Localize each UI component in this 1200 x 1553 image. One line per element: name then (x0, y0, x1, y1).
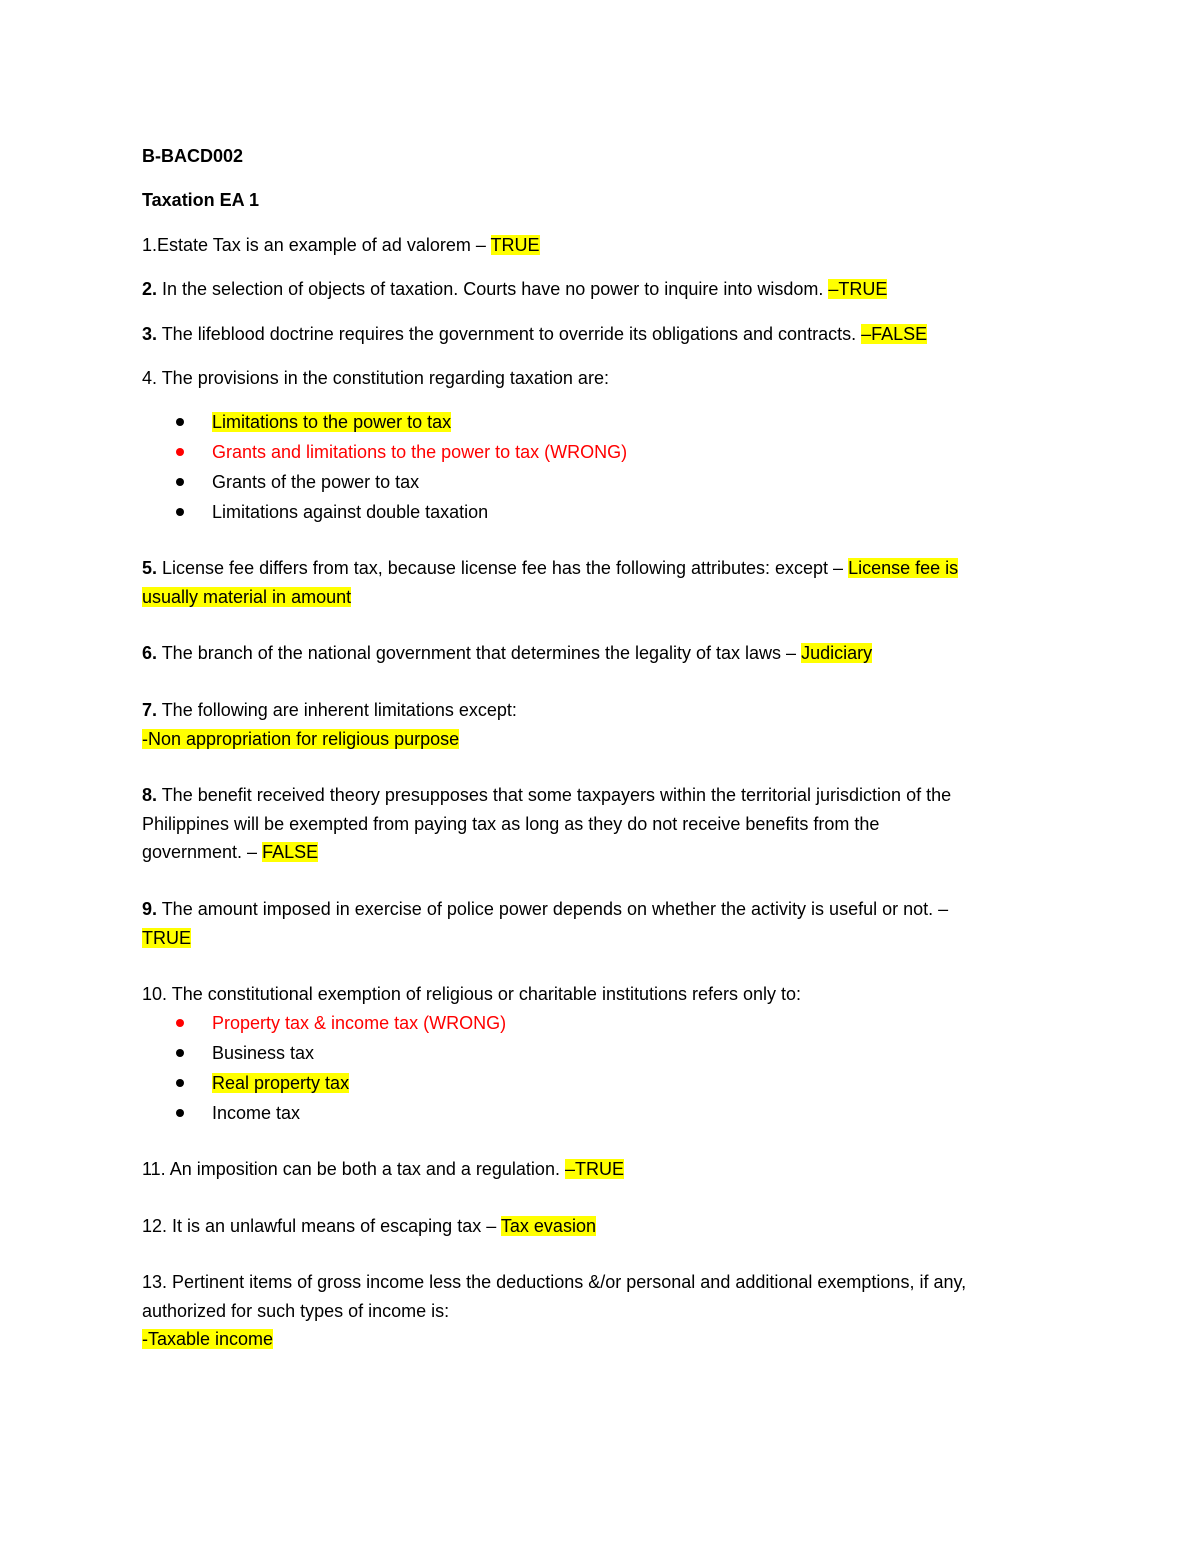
question-number: 13. (142, 1272, 168, 1292)
question-6 (142, 639, 872, 668)
question-2 (142, 275, 887, 304)
list-item: Limitations to the power to tax (142, 407, 1042, 437)
list-item: Grants of the power to tax (142, 467, 1042, 497)
question-text: It is an unlawful means of escaping tax – (167, 1216, 501, 1236)
answer-highlight: TRUE (142, 927, 191, 948)
question-number: 2. (142, 279, 158, 299)
question-number: 6. (142, 643, 158, 663)
question-text: The branch of the national government that determines the legality of tax laws – (157, 643, 802, 663)
question-number: 10. (142, 984, 168, 1004)
question-11 (142, 1155, 624, 1184)
question-9 (142, 895, 948, 952)
question-5 (142, 554, 1072, 611)
list-item: Real property tax (142, 1068, 1042, 1098)
list-item: Business tax (142, 1038, 1042, 1068)
question-4 (142, 364, 609, 393)
question-text: The lifeblood doctrine requires the government to override its obligations and contracts. (157, 324, 862, 344)
question-text: License fee differs from tax, because license fee has the following attributes: except – (157, 558, 849, 578)
answer-highlight: Judiciary (801, 643, 873, 663)
question-number: 4. (142, 368, 158, 388)
list-item: Limitations against double taxation (142, 497, 1042, 527)
question-12 (142, 1212, 596, 1241)
question-text: The provisions in the constitution regarding taxation are: (157, 368, 609, 388)
list-item: Income tax (142, 1098, 1042, 1128)
question-text: In the selection of objects of taxation. Courts have no power to inquire into wisdom. (157, 279, 829, 299)
question-text: Pertinent items of gross income less the deductions &/or personal and additional exemptions, if any, (167, 1272, 967, 1292)
question-text: The constitutional exemption of religious or charitable institutions refers only to: (167, 984, 802, 1004)
question-8: 8. The benefit received theory presupposes that some taxpayers within the territorial jurisdiction of the Philippines will be exempted from paying tax as long as they do not receive benefits from the government. – FALSE (142, 785, 952, 862)
question-10-options (142, 1008, 1042, 1128)
question-text: An imposition can be both a tax and a regulation. (165, 1159, 565, 1179)
answer-highlight: -Non appropriation for religious purpose (142, 728, 460, 749)
answer-highlight: –FALSE (861, 324, 928, 344)
question-3 (142, 320, 927, 349)
question-4-options (142, 407, 1042, 527)
question-text: Estate Tax is an example of ad valorem – (157, 235, 491, 255)
question-text: The amount imposed in exercise of police power depends on whether the activity is useful or not. – (157, 899, 949, 919)
question-10 (142, 980, 801, 1009)
answer-highlight: usually material in amount (142, 586, 352, 607)
answer-highlight: FALSE (262, 842, 319, 862)
question-number: 1. (142, 235, 158, 255)
answer-highlight: Tax evasion (500, 1216, 596, 1236)
question-number: 8. (142, 785, 158, 805)
question-text: The following are inherent limitations except: (157, 700, 517, 720)
question-1 (142, 231, 540, 260)
question-number: 5. (142, 558, 158, 578)
answer-highlight: -Taxable income (142, 1329, 274, 1349)
question-number: 12. (142, 1216, 168, 1236)
list-item: Grants and limitations to the power to tax (WRONG) (142, 437, 1042, 467)
answer-highlight: –TRUE (564, 1159, 624, 1179)
answer-highlight: License fee is (848, 558, 959, 578)
list-item: Property tax & income tax (WRONG) (142, 1008, 1042, 1038)
question-number: 3. (142, 324, 158, 344)
answer-highlight: TRUE (490, 235, 540, 255)
document-title: Taxation EA 1 (142, 190, 260, 210)
course-code: B-BACD002 (142, 146, 244, 166)
answer-highlight: –TRUE (828, 279, 888, 299)
question-number: 7. (142, 700, 158, 720)
question-text: The benefit received theory presupposes that some taxpayers within the territorial jurisdiction of the (157, 785, 952, 805)
question-number: 11. (142, 1159, 166, 1179)
question-7 (142, 696, 517, 753)
question-number: 9. (142, 899, 158, 919)
question-13: 13. Pertinent items of gross income less the deductions &/or personal and additional exemptions, if any, authorized for such types of income is: -Taxable income (142, 1272, 967, 1349)
